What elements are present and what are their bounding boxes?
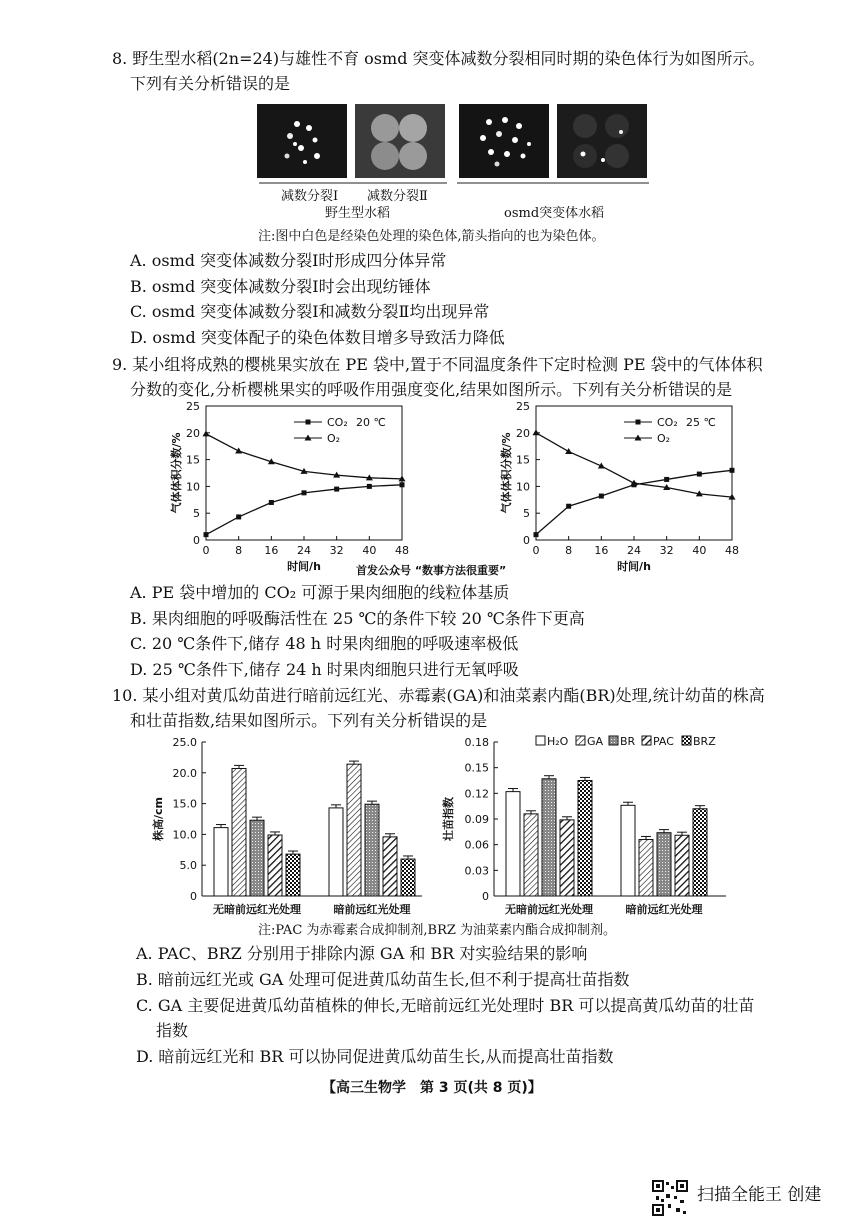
bar-pac [560, 820, 574, 896]
temperature-label: 25 ℃ [686, 416, 716, 429]
label-meiosis1: 减数分裂Ⅰ [281, 189, 339, 204]
x-tick-label: 16 [264, 544, 279, 557]
q9-stem-line2: 分数的变化,分析樱桃果实的呼吸作用强度变化,结果如图所示。下列有关分析错误的是 [130, 380, 733, 399]
bar-ho [506, 792, 520, 896]
line-chart-25c [490, 394, 750, 580]
q10-option-a: A. PAC、BRZ 分别用于排除内源 GA 和 BR 对实验结果的影响 [136, 944, 588, 963]
q10-stem-line1: 10. 某小组对黄瓜幼苗进行暗前远红光、赤霉素(GA)和油菜素内酯(BR)处理,统计幼苗的株高 [112, 686, 765, 705]
q8-option-a: A. osmd 突变体减数分裂Ⅰ时形成四分体异常 [130, 251, 447, 270]
y-tick-label: 25 [516, 400, 530, 413]
q10-option-d: D. 暗前远红光和 BR 可以协同促进黄瓜幼苗生长,从而提高壮苗指数 [136, 1047, 614, 1066]
photo-wild-meiosis1 [257, 104, 347, 178]
category-label: 暗前远红光处理 [625, 903, 703, 916]
q10-option-c: C. GA 主要促进黄瓜幼苗植株的伸长,无暗前远红光处理时 BR 可以提高黄瓜幼苗的壮苗 [136, 996, 755, 1015]
legend-label: BRZ [693, 735, 716, 748]
y-tick-label: 20 [186, 426, 200, 440]
y-axis-label: 气体体积分数/% [500, 432, 513, 514]
data-point-co2 [204, 532, 209, 537]
data-point-co2 [599, 494, 604, 499]
x-axis-label: 时间/h [617, 560, 651, 573]
bar-ho [329, 808, 343, 896]
q8-stem-line2: 下列有关分析错误的是 [130, 74, 291, 93]
y-tick-label: 0 [190, 890, 197, 903]
x-tick-label: 8 [565, 544, 573, 557]
bar-chart-seedling-index [440, 730, 740, 920]
page-footer: 【高三生物学 第 3 页(共 8 页)】 [322, 1080, 542, 1096]
y-tick-label: 0.18 [464, 736, 489, 749]
bar-br [542, 779, 556, 896]
data-point-o2 [235, 448, 242, 454]
category-label: 无暗前远红光处理 [505, 903, 593, 916]
x-tick-label: 0 [532, 544, 540, 557]
y-tick-label: 5 [523, 507, 530, 521]
bar-chart-plant-height [150, 730, 430, 920]
y-tick-label: 25 [186, 400, 200, 413]
q10-option-b: B. 暗前远红光或 GA 处理可促进黄瓜幼苗生长,但不利于提高壮苗指数 [136, 970, 630, 989]
bar-ga [232, 768, 246, 896]
data-point-co2 [236, 514, 241, 519]
x-tick-label: 48 [725, 544, 739, 557]
y-tick-label: 0.03 [464, 864, 489, 878]
bar-brz [401, 859, 415, 896]
qr-code-icon [652, 1180, 688, 1216]
bar-brz [286, 854, 300, 896]
x-tick-label: 48 [395, 544, 409, 557]
y-tick-label: 10.0 [172, 828, 197, 842]
legend-label: H₂O [547, 735, 569, 748]
bar-ho [621, 805, 635, 896]
x-axis-label: 时间/h [287, 560, 321, 573]
bar-br [657, 833, 671, 896]
bar-brz [578, 781, 592, 897]
legend-label-o2: O₂ [327, 432, 341, 445]
x-tick-label: 32 [329, 544, 344, 557]
data-point-co2 [566, 504, 571, 509]
q9-option-b: B. 果肉细胞的呼吸酶活性在 25 ℃的条件下较 20 ℃条件下更高 [130, 609, 585, 628]
bar-ho [214, 828, 228, 896]
watermark-text: 首发公众号 “数事方法很重要” [356, 564, 507, 577]
q10-note: 注:PAC 为赤霉素合成抑制剂,BRZ 为油菜素内酯合成抑制剂。 [258, 923, 617, 938]
legend-swatch [536, 736, 545, 745]
x-tick-label: 16 [594, 544, 609, 557]
data-point-co2 [730, 468, 735, 473]
y-tick-label: 0 [523, 534, 530, 547]
legend-label-co2: CO₂ [327, 416, 348, 429]
data-point-co2 [400, 482, 405, 487]
q8-option-d: D. osmd 突变体配子的染色体数目增多导致活力降低 [130, 328, 505, 347]
bar-ga [524, 814, 538, 896]
category-label: 暗前远红光处理 [333, 903, 411, 916]
data-point-co2 [664, 477, 669, 482]
data-point-co2 [269, 500, 274, 505]
bar-pac [675, 835, 689, 896]
q9-stem-line1: 9. 某小组将成熟的樱桃果实放在 PE 袋中,置于不同温度条件下定时检测 PE 袋中的气体体积 [112, 355, 763, 374]
photo-wild-meiosis2 [355, 104, 445, 178]
x-tick-label: 24 [627, 544, 641, 557]
photo-osmd-meiosis1 [459, 104, 549, 178]
q9-option-d: D. 25 ℃条件下,储存 24 h 时果肉细胞只进行无氧呼吸 [130, 660, 519, 679]
photo-group-brackets [255, 180, 655, 186]
legend-label: PAC [653, 735, 674, 748]
data-point-co2 [302, 490, 307, 495]
scan-app-mark: 扫描全能王 创建 [697, 1185, 822, 1205]
legend-marker-co2 [306, 420, 311, 425]
y-tick-label: 15 [186, 453, 200, 467]
y-tick-label: 10 [516, 480, 530, 494]
data-point-o2 [565, 448, 572, 454]
y-tick-label: 15 [516, 453, 530, 467]
y-axis-label: 壮苗指数 [442, 797, 455, 841]
legend-swatch [609, 736, 618, 745]
q9-option-a: A. PE 袋中增加的 CO₂ 可源于果肉细胞的线粒体基质 [130, 583, 510, 602]
legend-label: BR [620, 735, 636, 748]
y-tick-label: 5.0 [179, 859, 197, 873]
x-tick-label: 24 [297, 544, 311, 557]
legend-swatch [682, 736, 691, 745]
bar-pac [268, 835, 282, 896]
y-tick-label: 0.09 [464, 813, 489, 826]
bar-ga [347, 764, 361, 896]
y-tick-label: 5 [193, 507, 200, 521]
data-point-o2 [533, 429, 540, 435]
q8-option-c: C. osmd 突变体减数分裂Ⅰ和减数分裂Ⅱ均出现异常 [130, 302, 490, 321]
data-point-co2 [534, 532, 539, 537]
y-tick-label: 20 [516, 426, 530, 440]
legend-swatch [576, 736, 585, 745]
y-tick-label: 0 [193, 534, 200, 547]
temperature-label: 20 ℃ [356, 416, 386, 429]
data-point-o2 [203, 430, 210, 436]
line-chart-20c [160, 394, 420, 580]
x-tick-label: 8 [235, 544, 243, 557]
q8-option-b: B. osmd 突变体减数分裂Ⅰ时会出现纺锤体 [130, 277, 431, 296]
q9-option-c: C. 20 ℃条件下,储存 48 h 时果肉细胞的呼吸速率极低 [130, 634, 519, 653]
y-axis-label: 气体体积分数/% [170, 432, 183, 514]
legend-swatch [642, 736, 651, 745]
category-label: 无暗前远红光处理 [213, 903, 301, 916]
bar-brz [693, 809, 707, 896]
y-tick-label: 0.12 [464, 787, 489, 801]
x-tick-label: 40 [362, 544, 377, 557]
bar-pac [383, 837, 397, 896]
label-osmd-mutant: osmd突变体水稻 [504, 206, 605, 221]
label-wild-type: 野生型水稻 [325, 206, 391, 221]
bar-br [250, 820, 264, 896]
y-tick-label: 20.0 [172, 766, 197, 780]
data-point-co2 [367, 484, 372, 489]
y-tick-label: 10 [186, 480, 200, 494]
x-tick-label: 32 [659, 544, 674, 557]
legend-label-co2: CO₂ [657, 416, 678, 429]
y-tick-label: 15.0 [172, 797, 197, 811]
q10-option-c-cont: 指数 [156, 1021, 189, 1040]
y-tick-label: 0.06 [464, 838, 489, 852]
legend-label-o2: O₂ [657, 432, 671, 445]
data-point-co2 [697, 472, 702, 477]
y-tick-label: 0.15 [464, 761, 489, 775]
legend-marker-co2 [636, 420, 641, 425]
label-meiosis2: 减数分裂Ⅱ [367, 189, 428, 204]
bar-br [365, 804, 379, 896]
x-tick-label: 0 [202, 544, 210, 557]
q8-stem-line1: 8. 野生型水稻(2n=24)与雄性不育 osmd 突变体减数分裂相同时期的染色体行为如图所示。 [112, 49, 765, 68]
legend-label: GA [587, 735, 604, 748]
x-tick-label: 40 [692, 544, 707, 557]
y-axis-label: 株高/cm [152, 797, 165, 841]
y-tick-label: 0 [482, 890, 489, 903]
series-line-o2 [536, 433, 732, 497]
photo-osmd-meiosis2 [557, 104, 647, 178]
y-tick-label: 25.0 [172, 736, 197, 749]
q10-stem-line2: 和壮苗指数,结果如图所示。下列有关分析错误的是 [130, 711, 488, 730]
data-point-co2 [334, 487, 339, 492]
bar-ga [639, 840, 653, 896]
q8-note: 注:图中白色是经染色处理的染色体,箭头指向的也为染色体。 [258, 229, 605, 244]
